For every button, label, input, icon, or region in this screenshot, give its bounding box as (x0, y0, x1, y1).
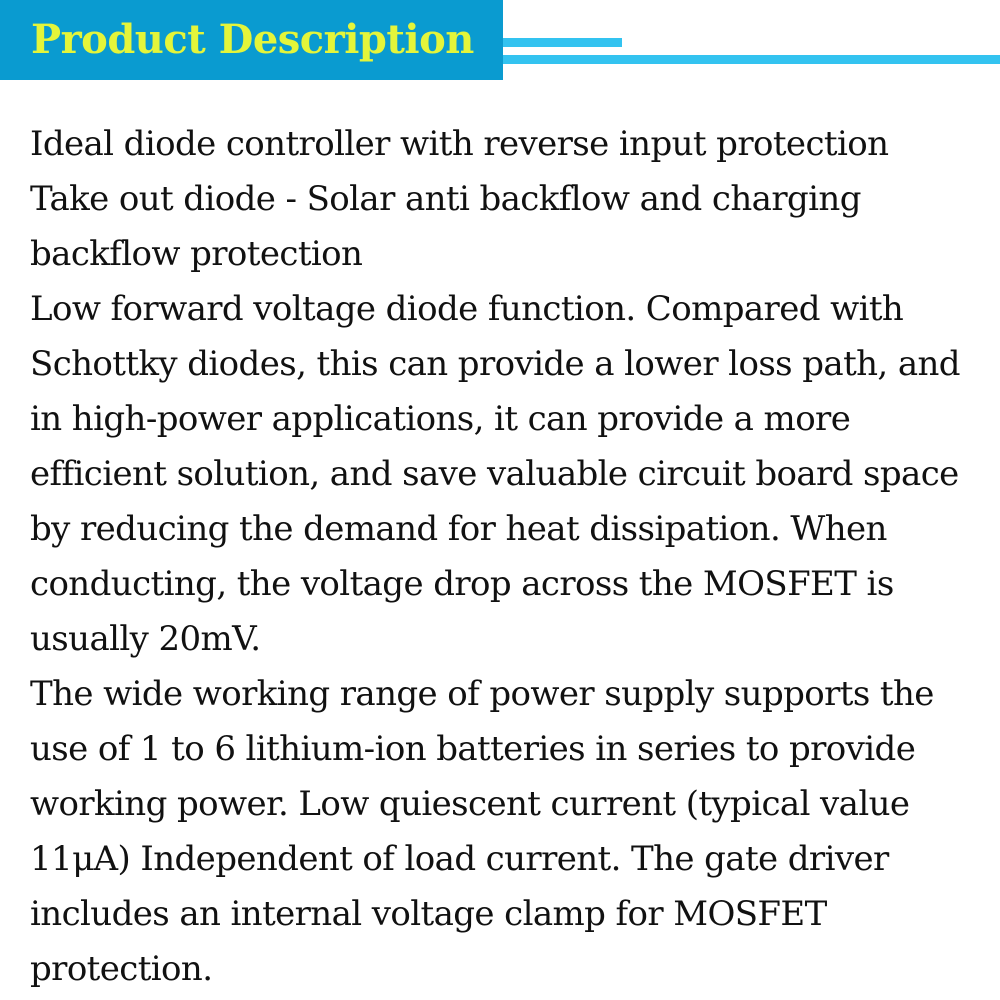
description-paragraph: Low forward voltage diode function. Compared with Schottky diodes, this can provide a lower loss path, and in high-power applications, it can provide a more efficient solution, and save valuable circuit board space by reducing the demand for heat dissipation. When conducting, the voltage drop across the MOSFET is usually 20mV. (30, 289, 960, 659)
page-title: Product Description (31, 16, 474, 63)
description-paragraph: Ideal diode controller with reverse input protection (30, 124, 889, 164)
description-paragraph: Take out diode - Solar anti backflow and charging backflow protection (30, 179, 861, 274)
header-rule-long (503, 55, 1000, 64)
description-body (30, 117, 975, 997)
header-rule-short (503, 38, 622, 47)
header-banner (0, 0, 503, 80)
description-paragraph: The wide working range of power supply supports the use of 1 to 6 lithium-ion batteries in series to provide working power. Low quiescent current (typical value 11μA) Independent of load current. The gate driver includes an internal voltage clamp for MOSFET protection. (30, 674, 934, 989)
